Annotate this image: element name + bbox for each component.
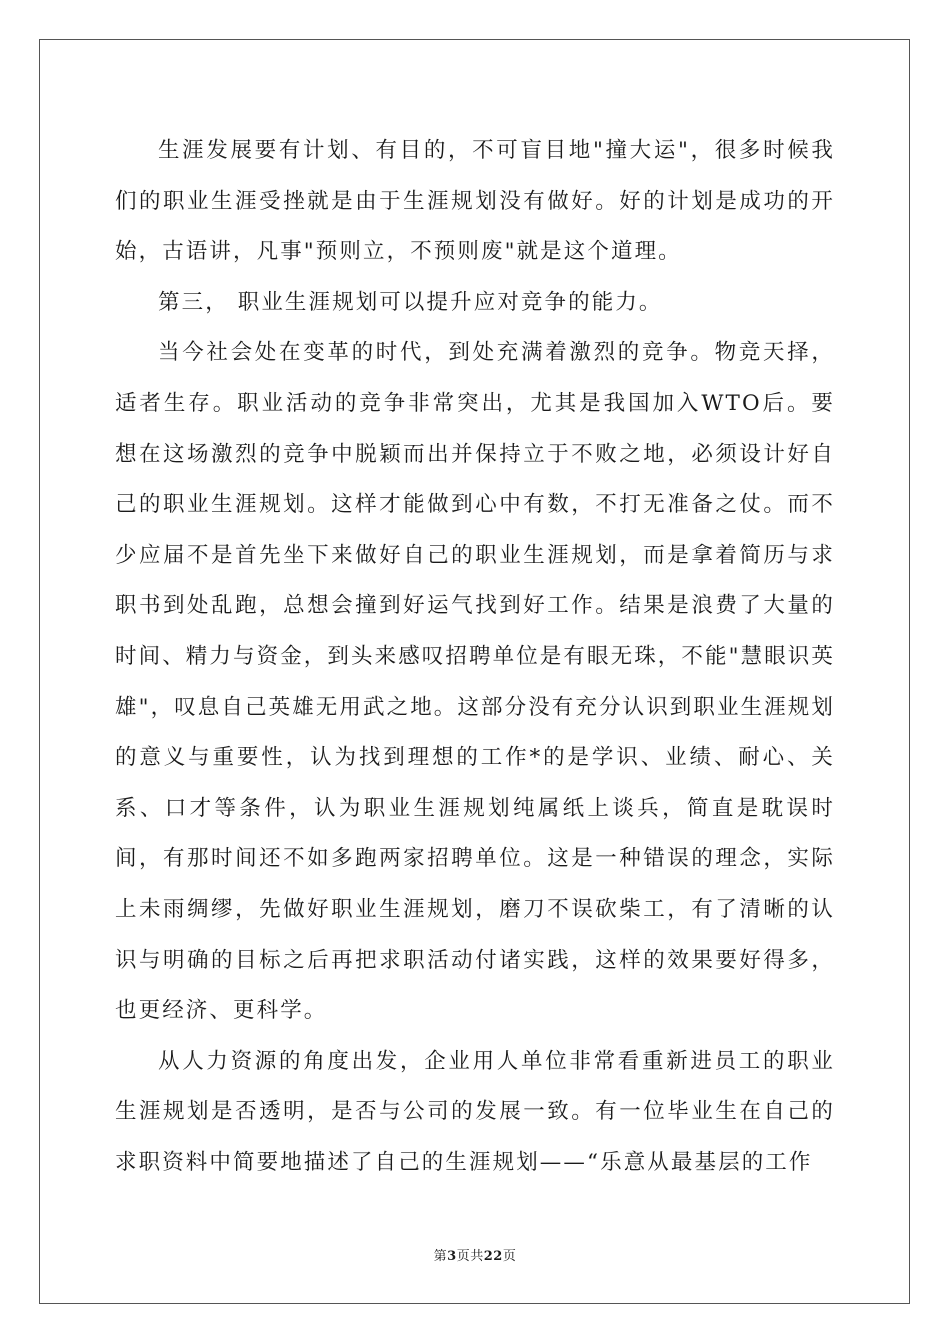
total-pages-prefix: 共 (470, 1249, 484, 1264)
page-number-suffix: 页 (456, 1249, 471, 1264)
paragraph: 从人力资源的角度出发，企业用人单位非常看重新进员工的职业生涯规划是否透明，是否与公司的发展一致。有一位毕业生在自己的求职资料中简要地描述了自己的生涯规划——“乐意从最基层的工作 (115, 1048, 835, 1175)
total-pages-suffix: 页 (502, 1249, 517, 1264)
paragraph: 第三， 职业生涯规划可以提升应对竞争的能力。 (158, 289, 663, 315)
current-page-number: 3 (447, 1249, 457, 1264)
paragraph: 当今社会处在变革的时代，到处充满着激烈的竞争。物竞天择，适者生存。职业活动的竞争非常突出，尤其是我国加入WTO后。要想在这场激烈的竞争中脱颖而出并保持立于不败之地，必须设计好自己的职业生涯规划。这样才能做到心中有数，不打无准备之仗。而不少应届不是首先坐下来做好自己的职业生涯规划，而是拿着简历与求职书到处乱跑，总想会撞到好运气找到好工作。结果是浪费了大量的时间、精力与资金，到头来感叹招聘单位是有眼无珠，不能"慧眼识英雄"，叹息自己英雄无用武之地。这部分没有充分认识到职业生涯规划的意义与重要性，认为找到理想的工作*的是学识、业绩、耐心、关系、口才等条件，认为职业生涯规划纯属纸上谈兵，简直是耽误时间，有那时间还不如多跑两家招聘单位。这是一种错误的理念，实际上未雨绸缪，先做好职业生涯规划，磨刀不误砍柴工，有了清晰的认识与明确的目标之后再把求职活动付诸实践，这样的效果要好得多，也更经济、更科学。 (115, 340, 835, 1024)
paragraph: 生涯发展要有计划、有目的，不可盲目地"撞大运"，很多时候我们的职业生涯受挫就是由于生涯规划没有做好。好的计划是成功的开始，古语讲，凡事"预则立，不预则废"就是这个道理。 (115, 138, 835, 265)
page-number-prefix: 第 (433, 1249, 448, 1264)
total-page-count: 22 (483, 1249, 503, 1264)
page-footer (0, 1248, 950, 1266)
document-body (115, 126, 835, 1188)
